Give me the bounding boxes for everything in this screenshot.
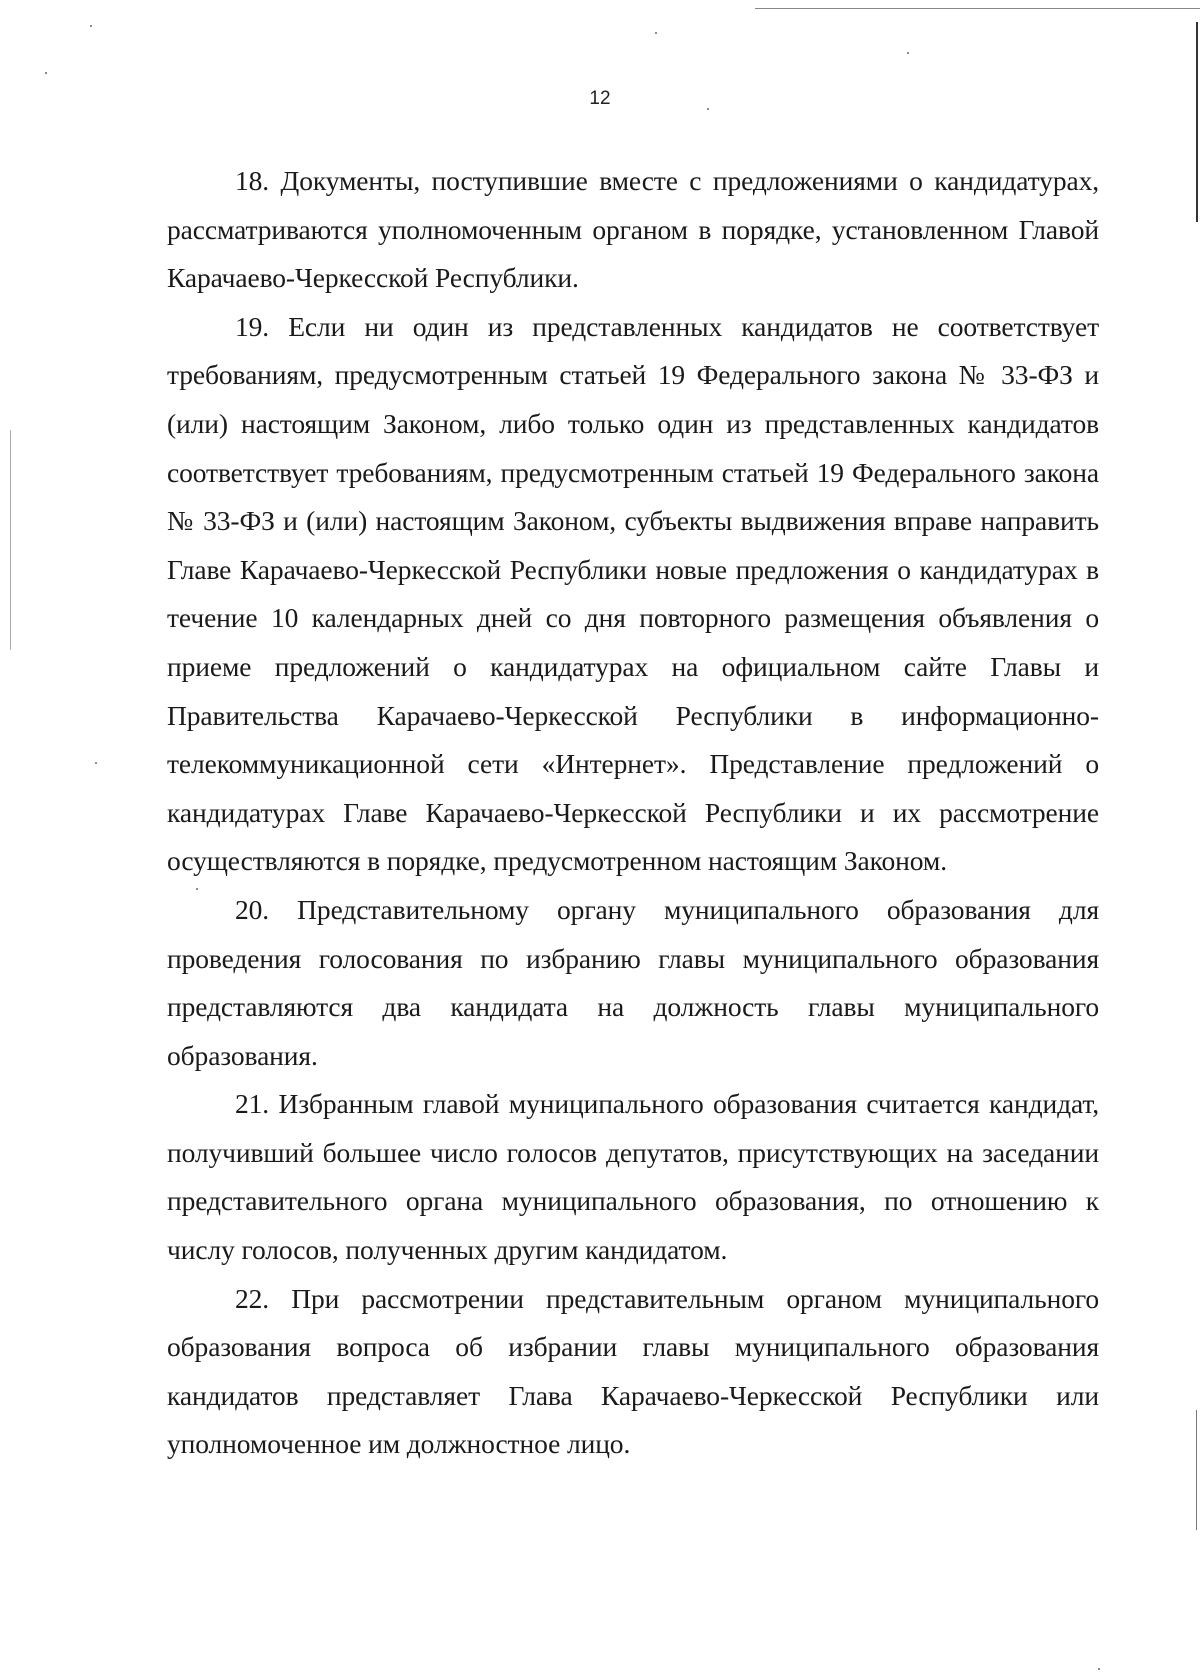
page-number: 12 [589, 88, 611, 109]
paragraph-18: 18. Документы, поступившие вместе с предложениями о кандидатурах, рассматриваются уполномоченным органом в порядке, установленном Главой Карачаево-Черкесской Республики. [167, 165, 1099, 294]
scan-speck [95, 762, 97, 764]
paragraph-22: 22. При рассмотрении представительным органом муниципального образования вопроса об избрании главы муниципального образования кандидатов представляет Глава Карачаево-Черкесской Республики или уполномоченное им должностное лицо. [167, 1282, 1099, 1460]
document-body [167, 157, 1099, 1469]
scan-edge-top [755, 8, 1200, 9]
scan-speck [90, 25, 92, 27]
scan-speck [655, 32, 657, 34]
scan-speck [45, 72, 47, 74]
scan-speck [907, 52, 909, 54]
scan-edge-right [1196, 22, 1198, 222]
paragraph-19: 19. Если ни один из представленных кандидатов не соответствует требованиям, предусмотренным статьей 19 Федерального закона № 33-ФЗ и (или) настоящим Законом, либо только один из представленных кандидатов соответствует требованиям, предусмотренным статьей 19 Федерального закона № 33-ФЗ и (или) настоящим Законом, субъекты выдвижения вправе направить Главе Карачаево-Черкесской Республики новые предложения о кандидатурах в течение 10 календарных дней со дня повторного размещения объявления о приеме предложений о кандидатурах на официальном сайте Главы и Правительства Карачаево-Черкесской Республики в информационно-телекоммуникационной сети «Интернет». Представление предложений о кандидатурах Главе Карачаево-Черкесской Республики и их рассмотрение осуществляются в порядке, предусмотренном настоящим Законом. [167, 310, 1099, 877]
paragraph-20: 20. Представительному органу муниципального образования для проведения голосования по избранию главы муниципального образования представляются два кандидата на должность главы муниципального образования. [167, 893, 1099, 1071]
paragraph-21: 21. Избранным главой муниципального образования считается кандидат, получивший большее число голосов депутатов, присутствующих на заседании представительного органа муниципального образования, по отношению к числу голосов, полученных другим кандидатом. [167, 1088, 1099, 1266]
scan-edge-right-lower [1196, 1410, 1197, 1530]
scan-speck [1098, 1668, 1100, 1670]
scan-edge-left [10, 430, 11, 650]
